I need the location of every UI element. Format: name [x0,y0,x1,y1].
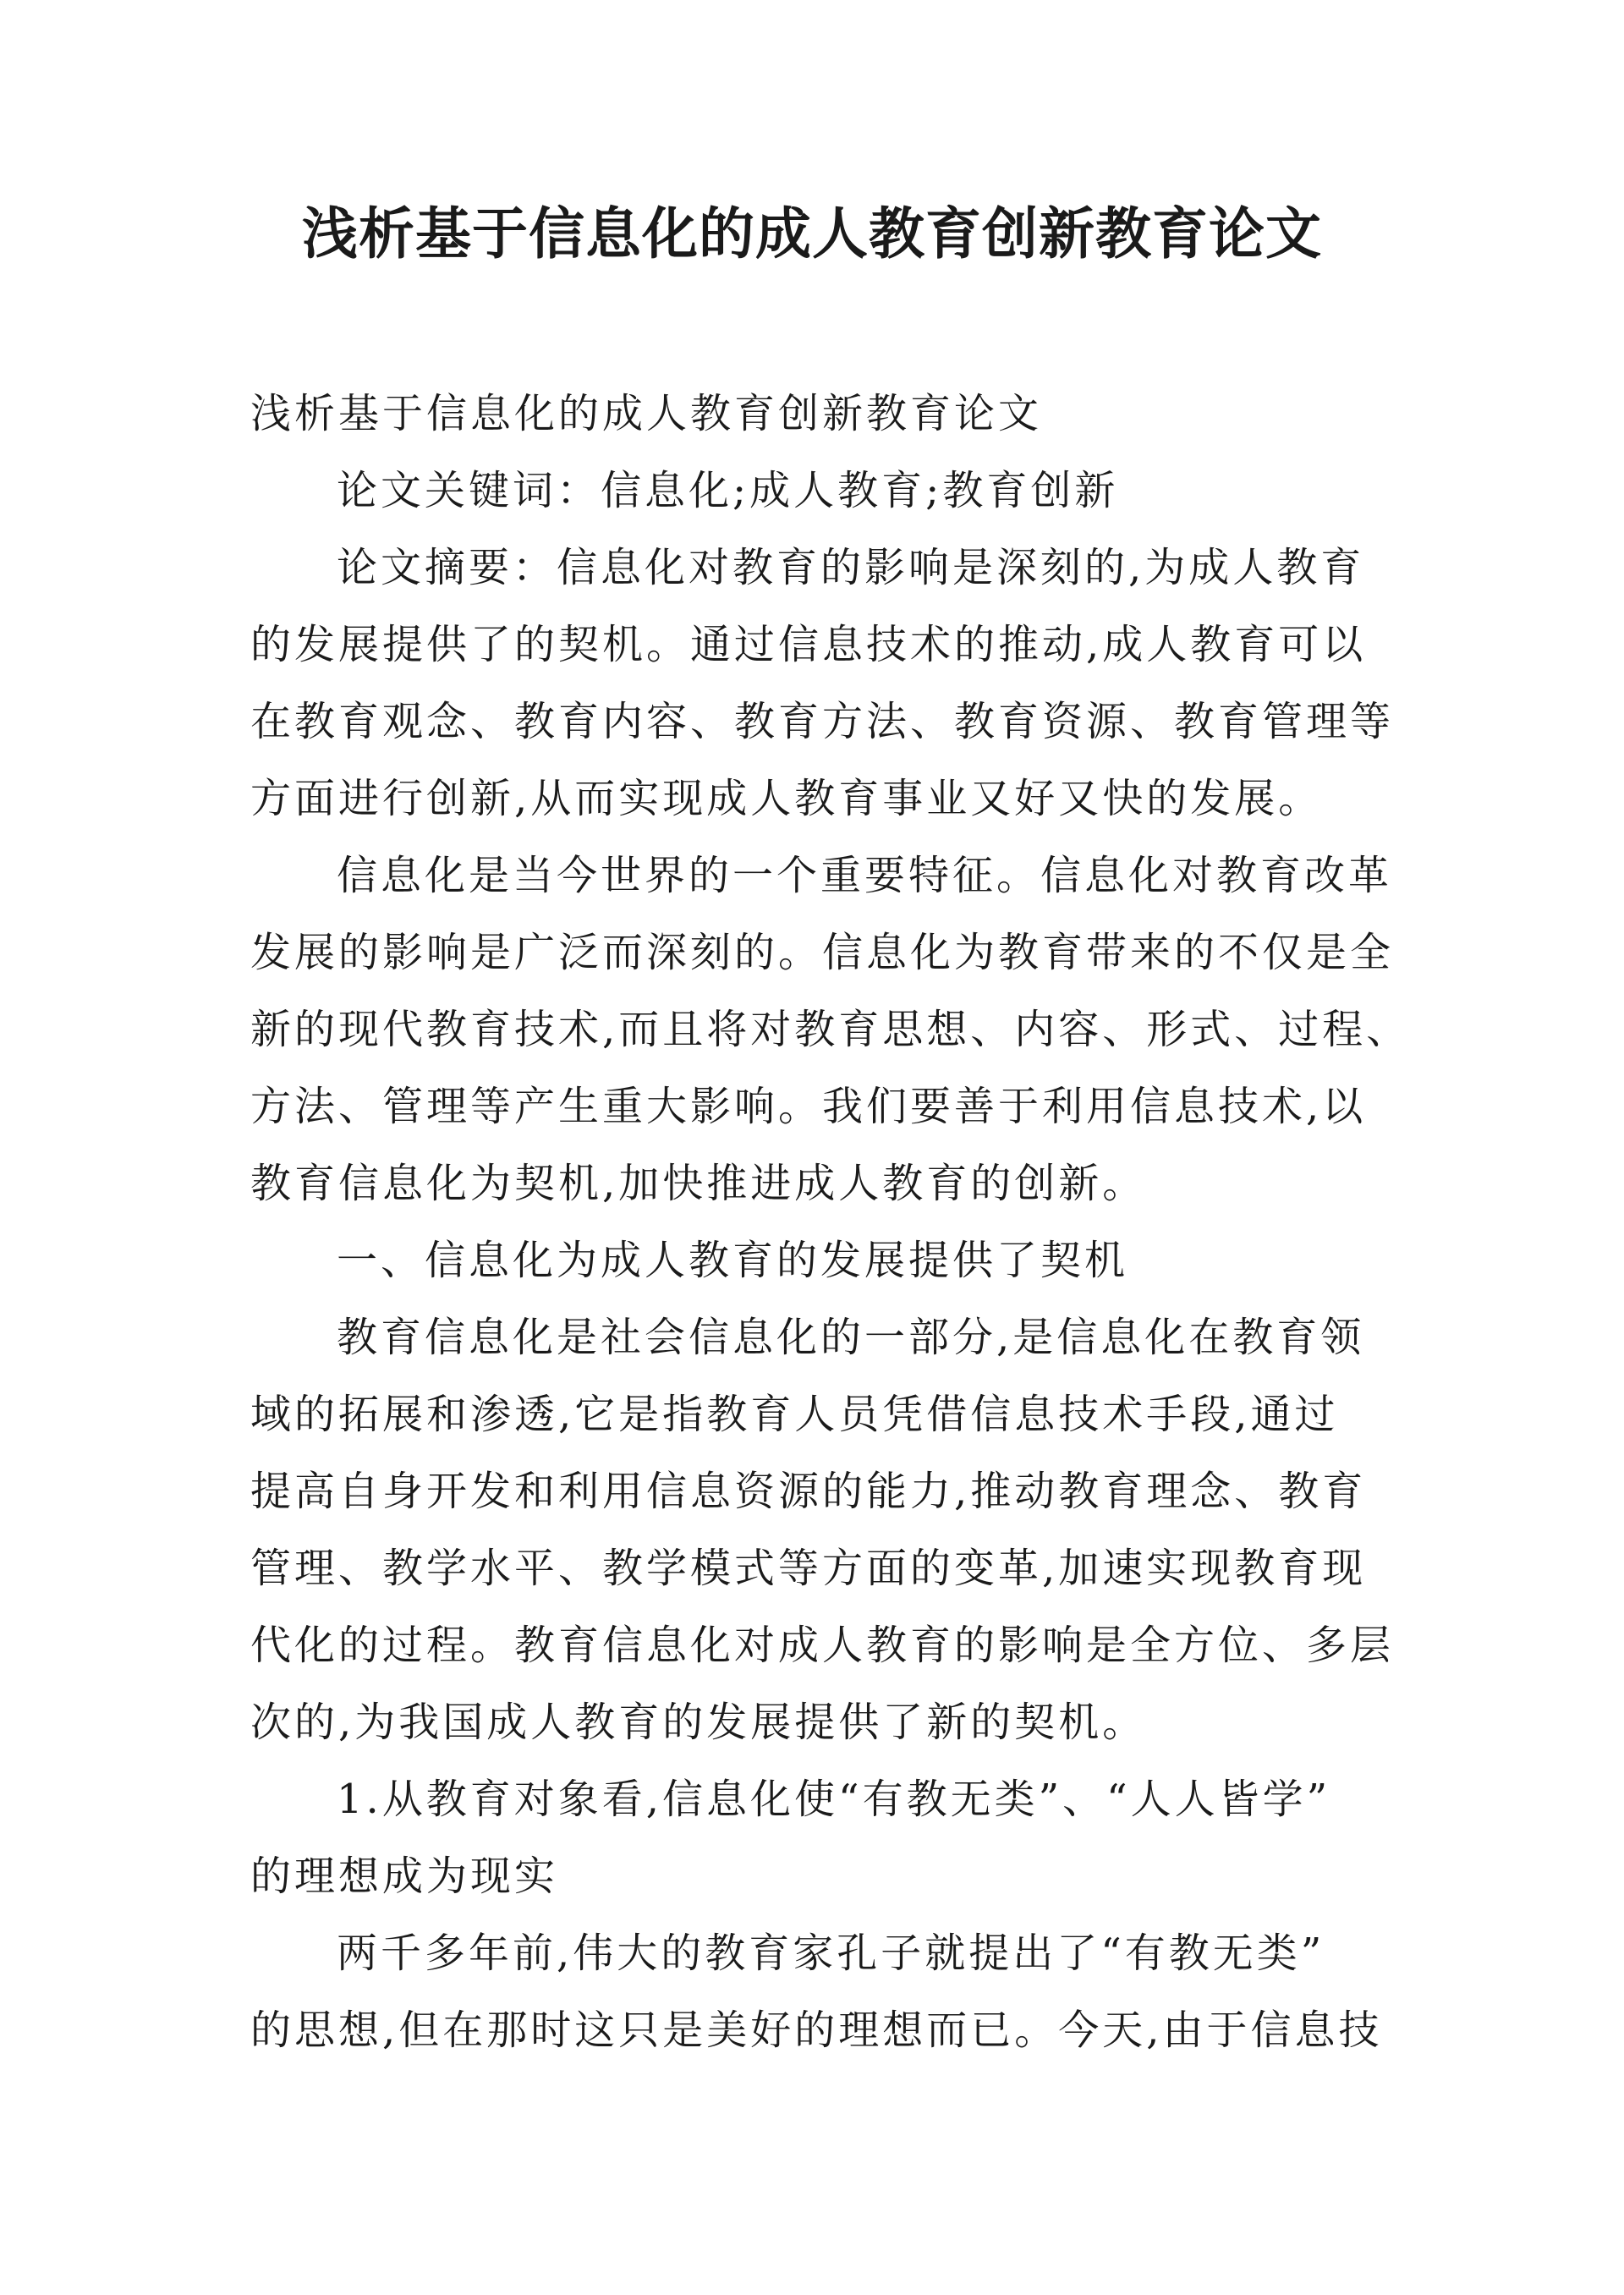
text-line: 域的拓展和渗透,它是指教育人员凭借信息技术手段,通过 [250,1391,1339,1438]
text-line: 教育信息化为契机,加快推进成人教育的创新。 [250,1160,1147,1207]
text-line: 提高自身开发和利用信息资源的能力,推动教育理念、教育 [250,1468,1367,1515]
text-line: 在教育观念、教育内容、教育方法、教育资源、教育管理等 [250,698,1395,745]
text-line: 两千多年前,伟大的教育家孔子就提出了“有教无类” [337,1930,1325,1977]
text-line: 论文关键词：信息化;成人教育;教育创新 [337,467,1119,514]
text-line: 管理、教学水平、教学模式等方面的变革,加速实现教育现 [250,1545,1367,1592]
text-line: 浅析基于信息化的成人教育创新教育论文 [250,390,1043,437]
text-line: 的发展提供了的契机。通过信息技术的推动,成人教育可以 [250,621,1367,668]
text-line: 次的,为我国成人教育的发展提供了新的契机。 [250,1699,1147,1746]
text-line: 代化的过程。教育信息化对成人教育的影响是全方位、多层 [250,1622,1395,1669]
text-line: 论文摘要：信息化对教育的影响是深刻的,为成人教育 [337,544,1365,591]
text-line: 发展的影响是广泛而深刻的。信息化为教育带来的不仅是全 [250,929,1395,976]
text-line: 1.从教育对象看,信息化使“有教无类”、“人人皆学” [337,1776,1331,1823]
document-title: 浅析基于信息化的成人教育创新教育论文 [302,201,1322,266]
text-line: 的理想成为现实 [250,1853,559,1900]
text-line: 一、信息化为成人教育的发展提供了契机 [337,1237,1129,1284]
document-body [250,376,1411,2069]
text-line: 新的现代教育技术,而且将对教育思想、内容、形式、过程、 [250,1006,1411,1053]
text-line: 方面进行创新,从而实现成人教育事业又好又快的发展。 [250,775,1323,822]
text-line: 方法、管理等产生重大影响。我们要善于利用信息技术,以 [250,1083,1367,1130]
text-line: 信息化是当今世界的一个重要特征。信息化对教育改革 [337,852,1393,899]
text-line: 的思想,但在那时这只是美好的理想而已。今天,由于信息技 [250,2007,1383,2054]
text-line: 教育信息化是社会信息化的一部分,是信息化在教育领 [337,1314,1365,1361]
